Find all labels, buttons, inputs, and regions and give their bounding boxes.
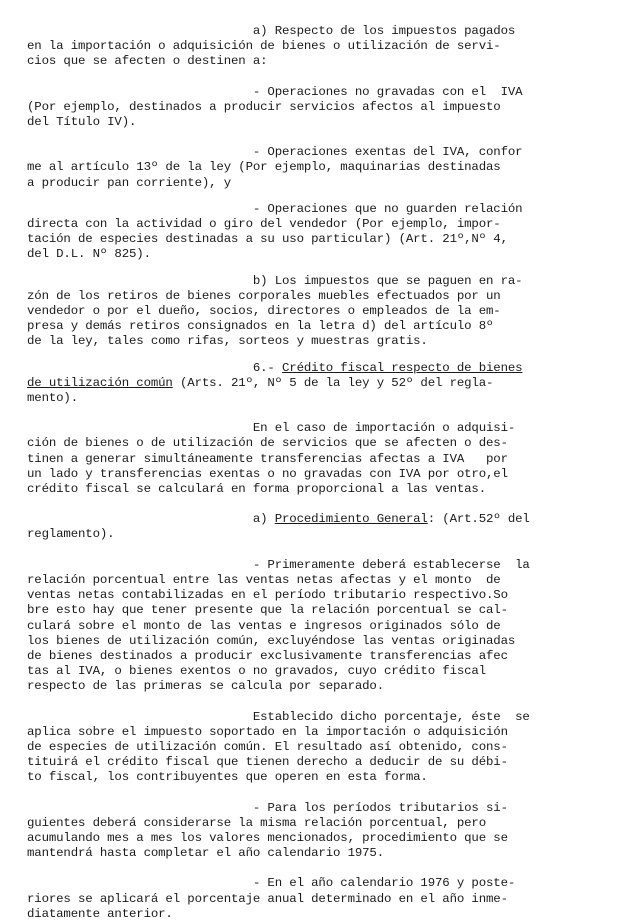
- paragraph-establecido-porcentaje: Establecido dicho porcentaje, éste se aplica sobre el impuesto soportado en la importación o adquisición de especies de utilización común. El resultado así obtenido, cons- tituirá el crédito fiscal que tienen derecho a deducir de su débi- to fiscal, los contribuyentes que operen en esta forma.: [27, 709, 530, 785]
- subsection-a-procedimiento-general: a) Procedimiento General: (Art.52º del reglamento).: [27, 512, 530, 542]
- procedimiento-general-title: Procedimiento General: [274, 512, 428, 527]
- paragraph-b-retiros: b) Los impuestos que se paguen en ra- zón de los retiros de bienes corporales muebles efectuados por un vendedor o por el dueño, socios, directores o empleados de la em- presa y demás retiros consignados en la letra d) del artículo 8º de la ley, tales como rifas, sorteos y muestras gratis.: [27, 273, 523, 349]
- paragraph-relacion-porcentual: - Primeramente deberá establecerse la relación porcentual entre las ventas netas afectas y el monto de ventas netas contabilizadas en el período tributario respectivo.So bre esto hay que tener presente que la relación porcentual se cal- culará sobre el monto de las ventas e ingresos originados sólo de los bienes de utilización común, excluyéndose las ventas originadas de bienes destinados a producir exclusivamente transferencias afec tas al IVA, o bienes exentos o no gravados, cuyo crédito fiscal respecto de las primeras se calcula por separado.: [27, 557, 530, 694]
- paragraph-operaciones-exentas: - Operaciones exentas del IVA, confor me al artículo 13º de la ley (Por ejemplo, maquinarias destinadas a producir pan corriente), y: [27, 145, 523, 190]
- paragraph-periodos-siguientes: - Para los períodos tributarios si- guientes deberá considerarse la misma relación porcentual, pero acumulando mes a mes los valores mencionados, procedimiento que se mantendrá hasta completar el año calendario 1975.: [27, 800, 508, 861]
- paragraph-importacion-proporcional: En el caso de importación o adquisi- ción de bienes o de utilización de servicios que se afecten o des- tinen a generar simultáneamente transferencias afectas a IVA por un lado y transferencias exentas o no gravadas con IVA por otro,el crédito fiscal se calculará en forma proporcional a las ventas.: [27, 421, 516, 497]
- section-6-title-part-1: Crédito fiscal respecto de bienes: [282, 360, 523, 375]
- section-6-title-part-2: de utilización común: [27, 375, 173, 390]
- paragraph-ano-1976: - En el año calendario 1976 y poste- riores se aplicará el porcentaje anual determinado en el año inme- diatamente anterior.: [27, 876, 516, 921]
- paragraph-a-respecto: a) Respecto de los impuestos pagados en la importación o adquisición de bienes o utilización de servi- cios que se afecten o destinen a:: [27, 24, 516, 69]
- section-6-heading: 6.- Crédito fiscal respecto de bienes de utilización común (Arts. 21º, Nº 5 de la ley y 52º del regla- mento).: [27, 360, 523, 406]
- paragraph-operaciones-sin-relacion: - Operaciones que no guarden relación directa con la actividad o giro del vendedor (Por ejemplo, impor- tación de especies destinadas a su uso particular) (Art. 21º,Nº 4, del D.L. Nº 825).: [27, 201, 523, 262]
- paragraph-operaciones-no-gravadas: - Operaciones no gravadas con el IVA (Por ejemplo, destinados a producir servicios afectos al impuesto del Título IV).: [27, 84, 523, 130]
